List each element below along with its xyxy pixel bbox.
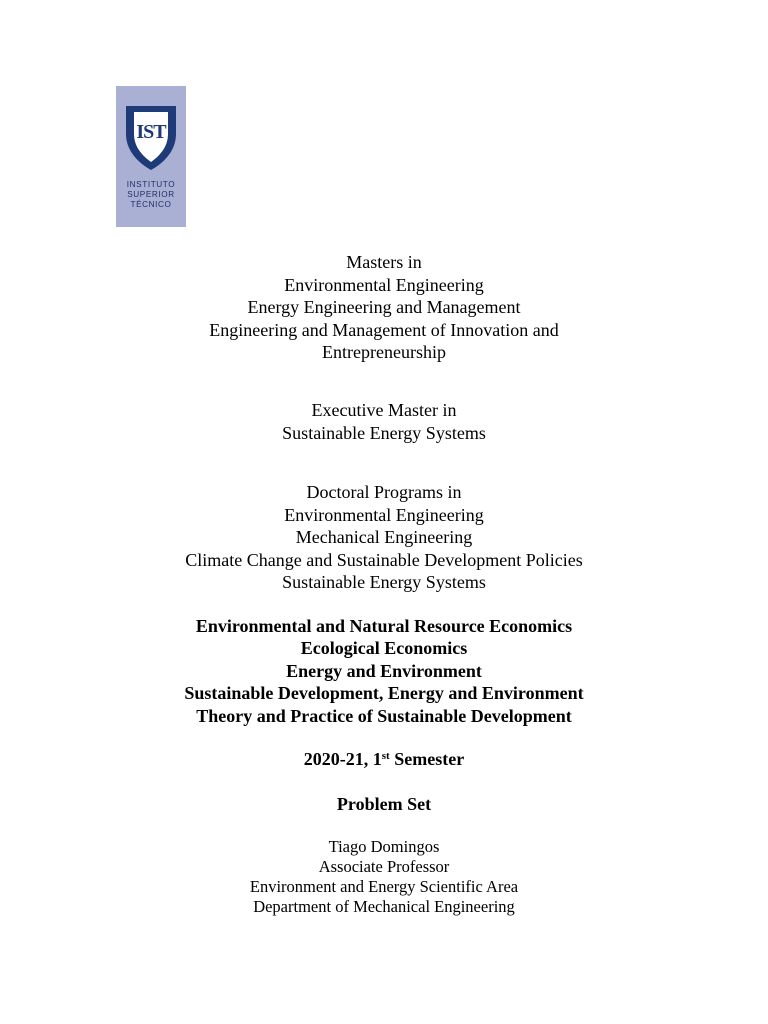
program-item: Environmental Engineering xyxy=(284,274,484,295)
course-title: Energy and Environment xyxy=(286,660,482,681)
semester-label: Semester xyxy=(389,749,465,769)
doctoral-heading: Doctoral Programs in xyxy=(306,482,462,502)
author-department: Department of Mechanical Engineering xyxy=(253,897,515,916)
executive-heading: Executive Master in xyxy=(311,400,457,420)
program-item: Sustainable Energy Systems xyxy=(282,572,486,592)
doctoral-section xyxy=(0,481,768,594)
course-title: Theory and Practice of Sustainable Development xyxy=(196,705,572,726)
program-item: Sustainable Energy Systems xyxy=(282,422,486,443)
courses-section xyxy=(0,615,768,727)
semester-line xyxy=(0,748,768,770)
logo-line: TÉCNICO xyxy=(130,200,172,209)
program-item: Mechanical Engineering xyxy=(295,527,473,547)
logo-mark: IST xyxy=(136,121,166,143)
semester-text xyxy=(0,748,768,770)
shield-icon xyxy=(124,104,178,172)
logo-line: INSTITUTO xyxy=(126,180,176,189)
author-section xyxy=(0,837,768,917)
ist-logo xyxy=(116,86,186,227)
course-title: Sustainable Development, Energy and Environment xyxy=(184,683,584,704)
author-title: Associate Professor xyxy=(318,857,450,876)
logo-wordmark xyxy=(116,180,186,210)
semester-year: 2020-21, 1 xyxy=(303,749,382,769)
masters-section xyxy=(0,251,768,364)
program-item: Energy Engineering and Management xyxy=(247,297,521,317)
program-item: Environmental Engineering xyxy=(284,504,484,525)
author-name: Tiago Domingos xyxy=(328,837,440,856)
logo-line: SUPERIOR xyxy=(127,190,175,199)
program-item: Entrepreneurship xyxy=(322,342,446,362)
executive-section xyxy=(0,399,768,444)
program-item: Climate Change and Sustainable Development Policies xyxy=(185,549,583,570)
author-area: Environment and Energy Scientific Area xyxy=(249,877,519,896)
document-type xyxy=(0,793,768,815)
course-title: Ecological Economics xyxy=(300,638,468,659)
document-type-label: Problem Set xyxy=(336,794,432,814)
masters-heading: Masters in xyxy=(346,252,422,272)
course-title: Environmental and Natural Resource Economics xyxy=(195,616,573,636)
program-item: Engineering and Management of Innovation and xyxy=(209,319,559,340)
semester-ordinal: st xyxy=(381,750,390,762)
